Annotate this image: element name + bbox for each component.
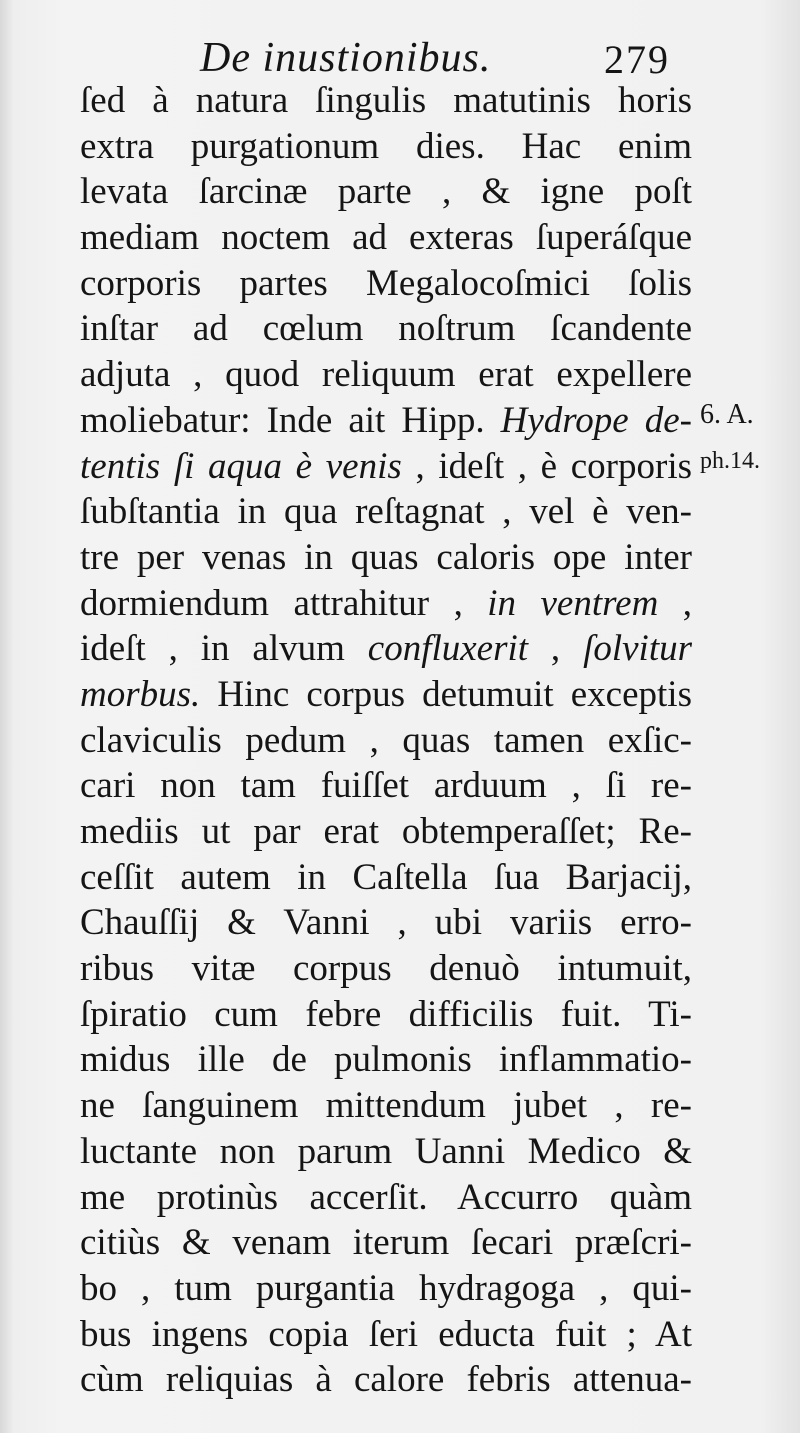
text-line (80, 1266, 692, 1312)
text-span: ribus vitæ corpus denuò intumuit, (80, 948, 692, 990)
italic-text-span: ſolvitur (583, 628, 692, 670)
text-span: tre per venas in quas caloris ope inter (80, 536, 692, 578)
text-span: me protinùs accerſit. Accurro quàm (80, 1176, 692, 1218)
text-line (80, 489, 692, 535)
italic-text-span: Hydrope de- (500, 399, 692, 441)
text-line (80, 1312, 692, 1358)
text-line (80, 718, 692, 764)
text-span: bo , tum purgantia hydragoga , qui- (80, 1267, 692, 1309)
text-line (80, 626, 692, 672)
text-line (80, 124, 692, 170)
text-span: , ideſt , è corporis (401, 445, 692, 487)
text-span: moliebatur: Inde ait Hipp. (80, 399, 501, 441)
text-span: , (658, 582, 692, 624)
text-span: extra purgationum dies. Hac enim (80, 125, 692, 167)
text-span: Hinc corpus detumuit exceptis (200, 673, 692, 715)
italic-text-span: morbus. (80, 673, 201, 715)
text-line (80, 946, 692, 992)
text-span: mediam noctem ad exteras ſuperáſque (80, 217, 692, 259)
text-span: adjuta , quod reliquum erat expellere (80, 354, 692, 396)
text-span: ideſt , in alvum (80, 628, 368, 670)
text-line (80, 352, 692, 398)
text-span: Chauſſij & Vanni , ubi variis erro- (80, 902, 692, 944)
margin-note: 6. A. (700, 399, 754, 430)
italic-text-span: confluxerit (367, 628, 529, 670)
text-line (80, 1083, 692, 1129)
text-line (80, 855, 692, 901)
text-span: mediis ut par erat obtemperaſſet; Re- (80, 811, 692, 852)
text-line (80, 215, 692, 261)
margin-note: ph.14. (700, 448, 760, 474)
text-line (80, 1129, 692, 1175)
text-span: , (528, 628, 584, 670)
body-text (80, 78, 692, 1403)
text-line (80, 169, 692, 215)
text-line (80, 900, 692, 946)
text-line (80, 581, 692, 627)
text-span: cùm reliquias à calore febris attenua- (80, 1359, 692, 1401)
text-line (80, 535, 692, 581)
text-span: ſed à natura ſingulis matutinis horis (80, 80, 692, 121)
text-span: claviculis pedum , quas tamen exſic- (80, 719, 692, 761)
text-line (80, 1220, 692, 1266)
text-span: inſtar ad cœlum noſtrum ſcandente (80, 308, 692, 350)
text-line (80, 306, 692, 352)
italic-text-span: in ventrem (487, 582, 659, 624)
text-line (80, 1175, 692, 1221)
page-number: 279 (604, 37, 670, 82)
text-line (80, 261, 692, 307)
text-line (80, 78, 692, 124)
margin-notes (700, 392, 796, 484)
text-span: dormiendum attrahitur , (80, 582, 488, 624)
text-line (80, 444, 692, 490)
text-span: bus ingens copia ſeri educta fuit ; At (80, 1313, 692, 1355)
text-line (80, 1037, 692, 1083)
text-span: citiùs & venam iterum ſecari præſcri- (80, 1222, 692, 1264)
text-line (80, 763, 692, 809)
text-span: ſpiratio cum febre difficilis fuit. Ti- (80, 993, 692, 1035)
text-span: ne ſanguinem mittendum jubet , re- (80, 1085, 692, 1127)
text-line (80, 992, 692, 1038)
text-line (80, 1357, 692, 1403)
text-span: ſubſtantia in qua reſtagnat , vel è ven- (80, 491, 692, 533)
text-span: luctante non parum Uanni Medico & (80, 1130, 692, 1172)
text-line (80, 672, 692, 718)
text-span: midus ille de pulmonis inflammatio- (80, 1039, 692, 1081)
text-span: corporis partes Megalocoſmici ſolis (80, 262, 692, 304)
text-line (80, 809, 692, 855)
text-span: cari non tam fuiſſet arduum , ſi re- (80, 765, 692, 807)
text-line (80, 398, 692, 444)
text-span: levata ſarcinæ parte , & igne poſt (80, 171, 692, 213)
running-title: De inustionibus. (200, 35, 492, 81)
text-span: ceſſit autem in Caſtella ſua Barjacij, (80, 856, 692, 898)
italic-text-span: tentis ſi aqua è venis (80, 445, 402, 487)
